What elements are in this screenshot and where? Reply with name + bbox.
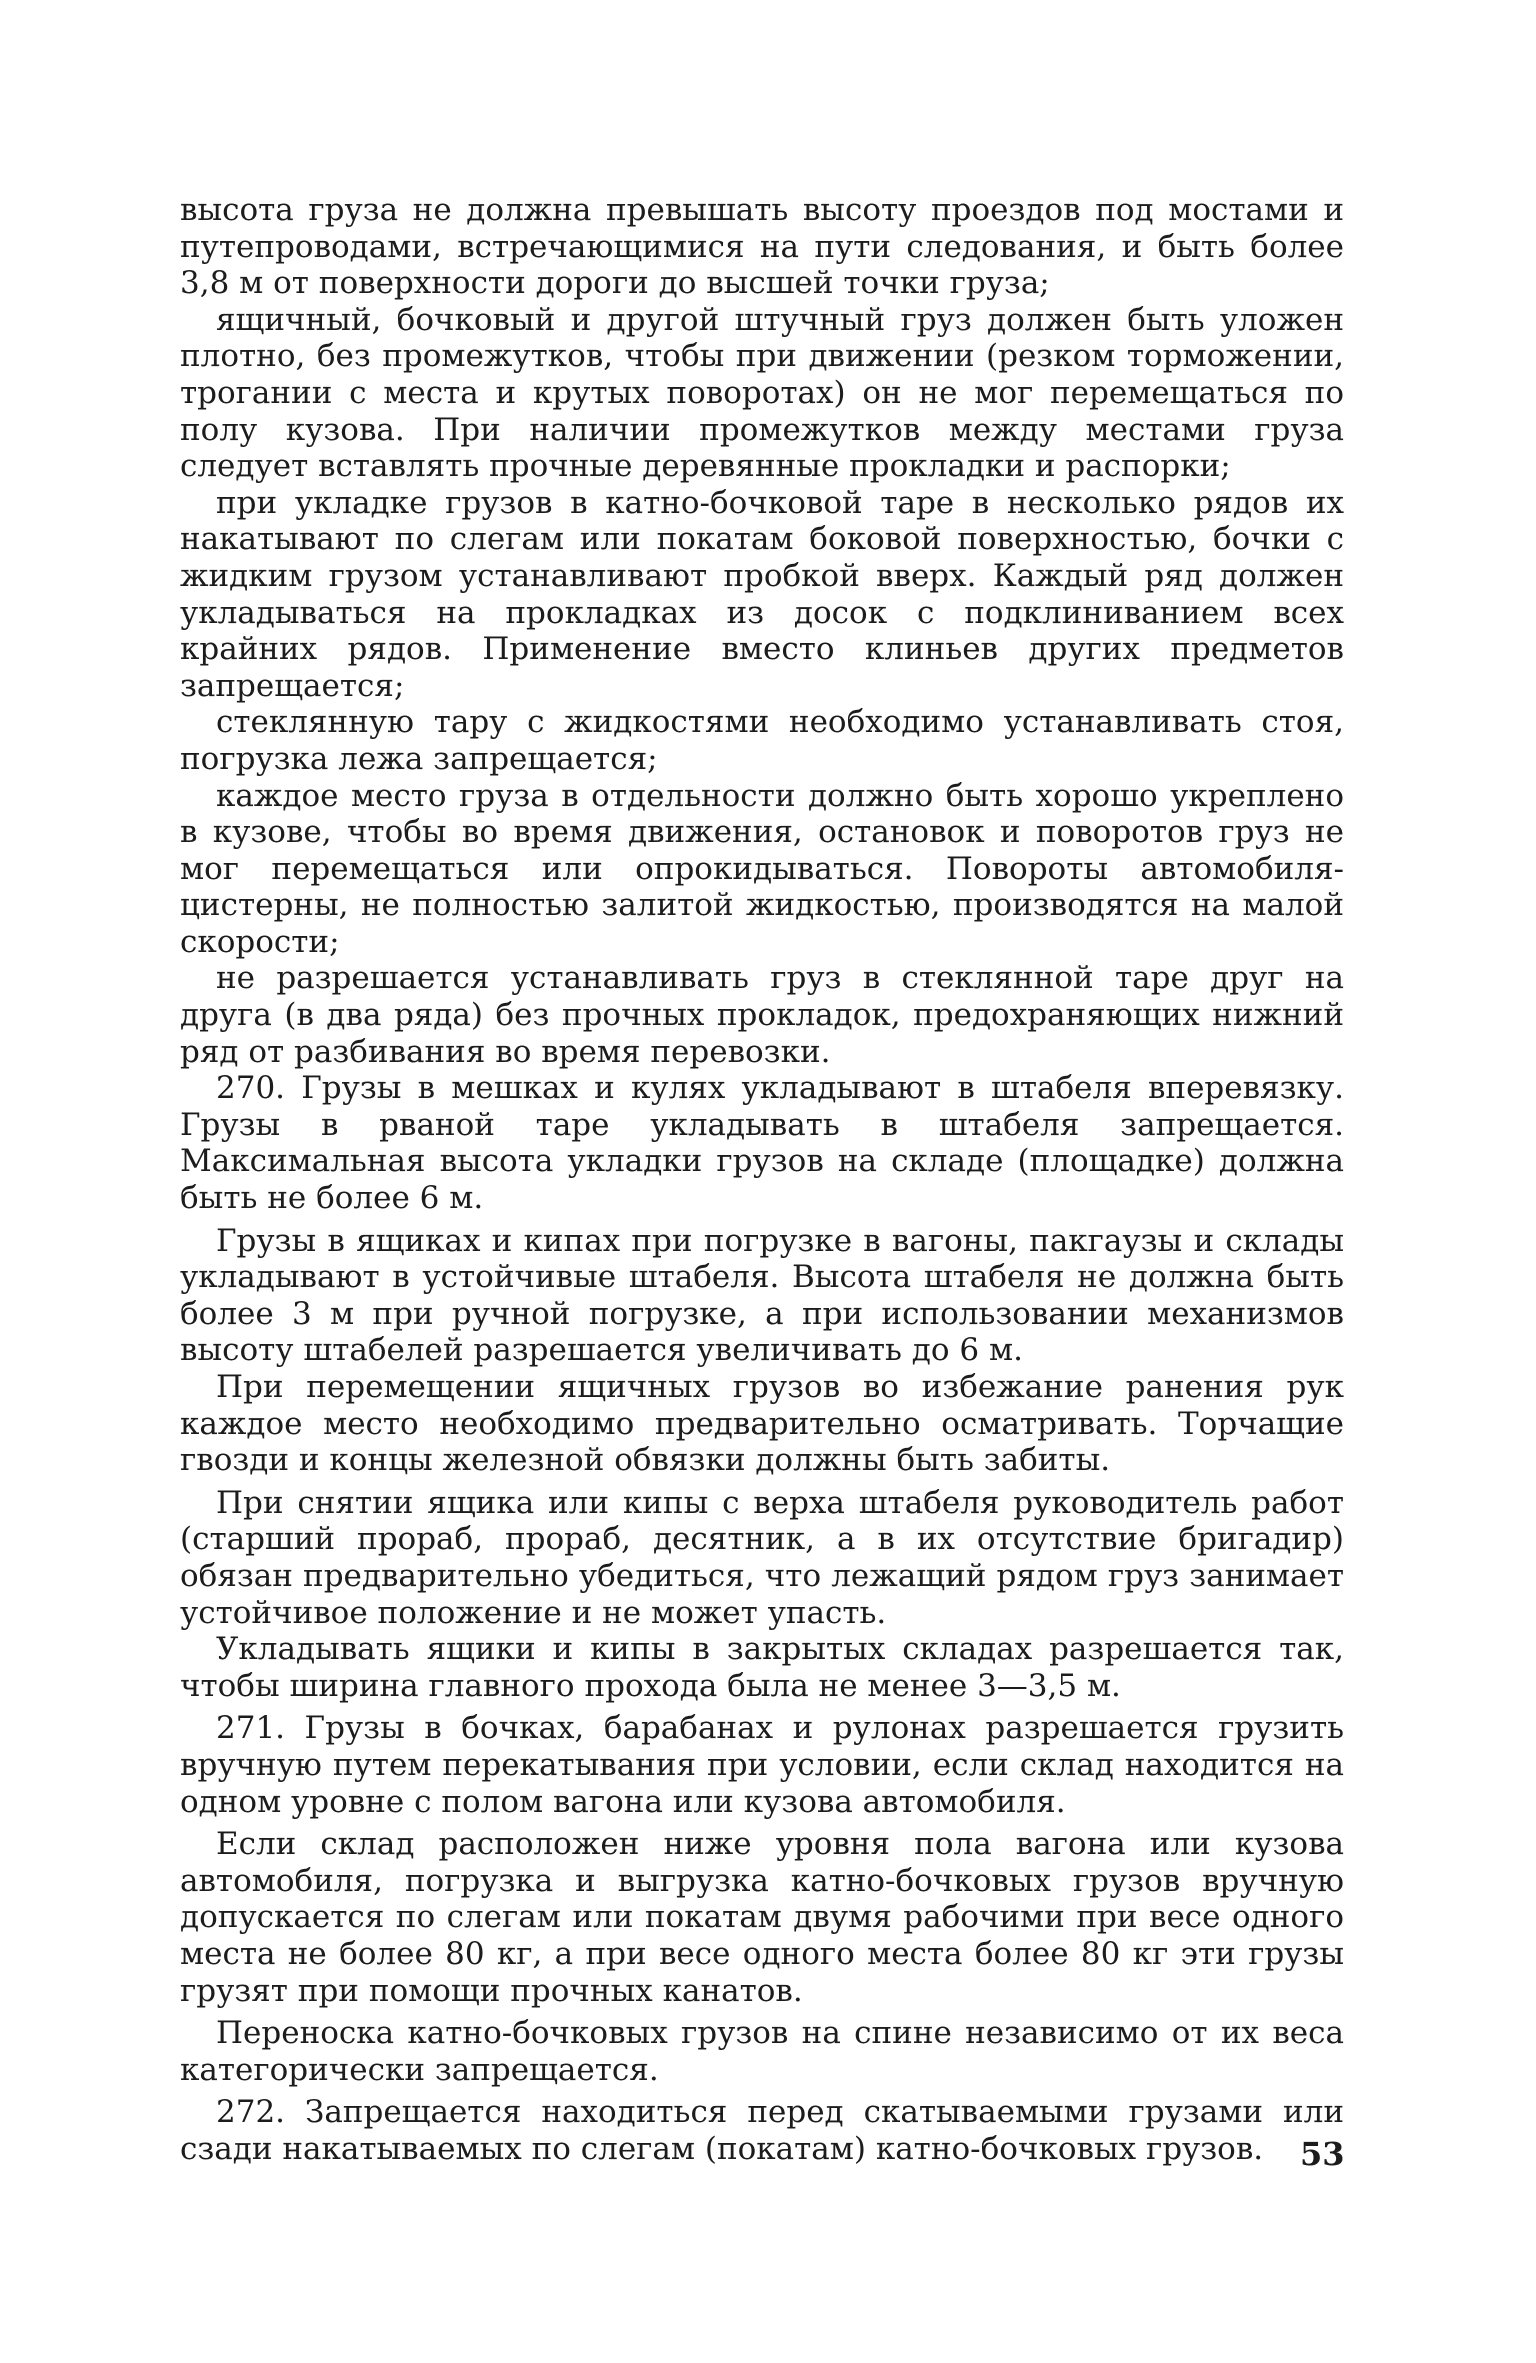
page-number: 53 xyxy=(1300,2135,1345,2173)
paragraph: стеклянную тару с жидкостями необходимо устанавливать стоя, погрузка лежа запрещается; xyxy=(180,704,1344,777)
paragraph: Грузы в ящиках и кипах при погрузке в вагоны, пакгаузы и склады укладывают в устойчивые штабеля. Высота штабеля не должна быть более 3 м при ручной погрузке, а при использовании механизмов высоту штабелей разрешается увеличивать до 6 м. xyxy=(180,1222,1344,1369)
paragraph: каждое место груза в отдельности должно быть хорошо укреплено в кузове, чтобы во время движения, остановок и поворотов груз не мог перемещаться или опрокидываться. Повороты автомобиля-цистерны, не полностью залитой жидкостью, производятся на малой скорости; xyxy=(180,777,1344,960)
paragraph: При снятии ящика или кипы с верха штабеля руководитель работ (старший прораб, прораб, десятник, а в их отсутствие бригадир) обязан предварительно убедиться, что лежащий рядом груз занимает устойчивое положение и не может упасть. xyxy=(180,1484,1344,1631)
section-272: 272. Запрещается находиться перед скатываемыми грузами или сзади накатываемых по слегам (покатам) катно-бочковых грузов. xyxy=(180,2094,1344,2167)
paragraph: высота груза не должна превышать высоту проездов под мостами и путепроводами, встречающимися на пути следования, и быть более 3,8 м от поверхности дороги до высшей точки груза; xyxy=(180,192,1344,302)
paragraph: Укладывать ящики и кипы в закрытых складах разрешается так, чтобы ширина главного прохода была не менее 3—3,5 м. xyxy=(180,1631,1344,1704)
paragraph: Если склад расположен ниже уровня пола вагона или кузова автомобиля, погрузка и выгрузка катно-бочковых грузов вручную допускается по слегам или покатам двумя рабочими при весе одного места не более 80 кг, а при весе одного места более 80 кг эти грузы грузят при помощи прочных канатов. xyxy=(180,1826,1344,2009)
section-270: 270. Грузы в мешках и кулях укладывают в штабеля вперевязку. Грузы в рваной таре укладывать в штабеля запрещается. Максимальная высота укладки грузов на складе (площадке) должна быть не более 6 м. xyxy=(180,1070,1344,1217)
page-body xyxy=(180,192,1344,2167)
paragraph: не разрешается устанавливать груз в стеклянной таре друг на друга (в два ряда) без прочных прокладок, предохраняющих нижний ряд от разбивания во время перевозки. xyxy=(180,960,1344,1070)
paragraph: ящичный, бочковый и другой штучный груз должен быть уложен плотно, без промежутков, чтобы при движении (резком торможении, трогании с места и крутых поворотах) он не мог перемещаться по полу кузова. При наличии промежутков между местами груза следует вставлять прочные деревянные прокладки и распорки; xyxy=(180,301,1344,485)
paragraph: При перемещении ящичных грузов во избежание ранения рук каждое место необходимо предварительно осматривать. Торчащие гвозди и концы железной обвязки должны быть забиты. xyxy=(180,1369,1344,1479)
section-271: 271. Грузы в бочках, барабанах и рулонах разрешается грузить вручную путем перекатывания при условии, если склад находится на одном уровне с полом вагона или кузова автомобиля. xyxy=(180,1710,1344,1820)
paragraph: Переноска катно-бочковых грузов на спине независимо от их веса категорически запрещается. xyxy=(180,2015,1344,2088)
paragraph: при укладке грузов в катно-бочковой таре в несколько рядов их накатывают по слегам или покатам боковой поверхностью, бочки с жидким грузом устанавливают пробкой вверх. Каждый ряд должен укладываться на прокладках из досок с подклиниванием всех крайних рядов. Применение вместо клиньев других предметов запрещается; xyxy=(180,484,1344,704)
